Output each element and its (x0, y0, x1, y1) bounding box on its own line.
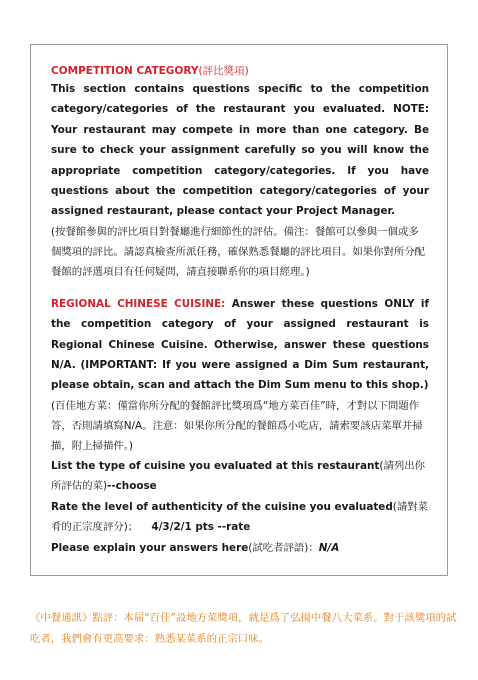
footer-comment: 《中餐通訊》點評：本届“百佳”設地方菜獎項，就是爲了弘揚中餐八大菜系。對于該獎項的試吃者，我們會有更高要求：熟悉某菜系的正宗口味。 (30, 612, 457, 645)
q3-label: Please explain your answers here (51, 541, 249, 554)
q2-answer[interactable]: 4/3/2/1 pts --rate (151, 521, 251, 534)
competition-paragraph-zh: (按餐館參與的評比項目對餐廳進行細節性的評估。備注：餐館可以參與一個或多個獎項的評比。請認真檢查所派任務，確保熟悉餐廳的評比項目。如果你對所分配餐館的評選項目有任何疑問，請直接聯系你的項目經理。) (51, 225, 426, 278)
section-spacer (51, 282, 429, 294)
competition-heading (51, 63, 429, 79)
q1-label: List the type of cuisine you evaluated at this restaurant (51, 459, 380, 472)
q2-label-zh: (請對菜肴的正宗度評分)； (51, 500, 429, 534)
card-content (51, 63, 429, 558)
q1-answer[interactable]: --choose (107, 480, 157, 493)
regional-paragraph-zh: (百佳地方菜：僅當你所分配的餐館評比獎項爲“地方菜百佳”時，才對以下問題作答，否則請填寫N/A。注意：如果你所分配的餐館爲小吃店，請索要該店菜單并掃描，附上掃描件。) (51, 399, 423, 452)
regional-heading: REGIONAL CHINESE CUISINE: (51, 297, 226, 310)
competition-heading-zh: (評比獎項) (198, 65, 249, 77)
questionnaire-card (30, 44, 448, 576)
question-authenticity (51, 497, 429, 538)
question-explain (51, 538, 429, 558)
regional-intro (51, 294, 429, 396)
competition-paragraph-en: This section contains questions specific to the competition category/categories of the restaurant you evaluated. NOTE: Your restaurant may compete in more than one category. Be sure to check your assignment carefully so you will know the appropriate competition category/categories. If you have questions about the competition category/categories of your assigned restaurant, please contact your Project Manager. (51, 83, 429, 218)
q3-answer[interactable]: N/A (318, 541, 340, 554)
regional-paragraph-en: Answer these questions ONLY if the competition category of your assigned restaurant is Regional Chinese Cuisine. Otherwise, answer these questions N/A. (IMPORTANT: If you were assigned a Dim Sum restaurant, please obtain, scan and attach the Dim Sum menu to this shop.) (51, 297, 429, 392)
q1-label-zh: (請列出你所評估的菜) (51, 459, 426, 493)
q2-label: Rate the level of authenticity of the cuisine you evaluated (51, 500, 393, 513)
competition-heading-en: COMPETITION CATEGORY (51, 65, 199, 77)
question-cuisine-type (51, 456, 429, 497)
q3-label-zh: (試吃者評語)： (248, 541, 319, 554)
